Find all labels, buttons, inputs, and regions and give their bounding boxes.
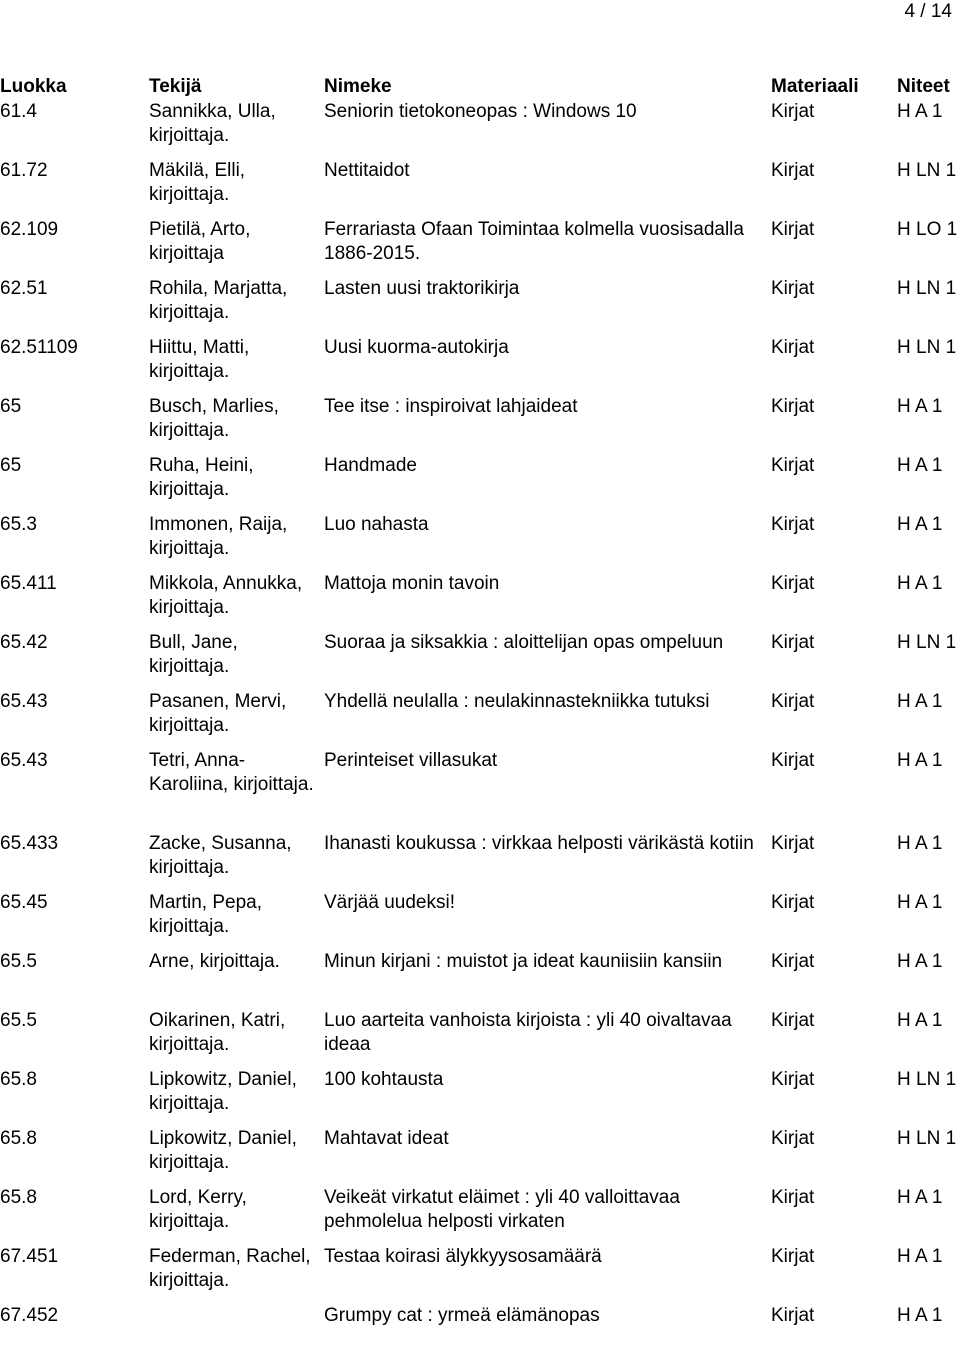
header-notes: Niteet <box>897 76 950 97</box>
material-cell: Kirjat <box>771 1010 815 1031</box>
author-cell: Bull, Jane, kirjoittaja. <box>149 632 238 677</box>
class-cell: 65.5 <box>0 1010 37 1031</box>
class-cell: 65.8 <box>0 1128 37 1149</box>
title-cell: Handmade <box>324 455 417 476</box>
class-cell: 67.451 <box>0 1246 59 1267</box>
material-cell: Kirjat <box>771 691 815 712</box>
notes-cell: H A 1 <box>897 573 943 594</box>
title-cell: Nettitaidot <box>324 160 410 181</box>
notes-cell: H LN 1 <box>897 337 957 358</box>
table-row <box>0 1127 960 1186</box>
table-row <box>0 218 960 277</box>
author-cell: Pasanen, Mervi, kirjoittaja. <box>149 691 287 736</box>
material-cell: Kirjat <box>771 514 815 535</box>
notes-cell: H A 1 <box>897 396 943 417</box>
table-row <box>0 513 960 572</box>
author-cell: Martin, Pepa, kirjoittaja. <box>149 892 262 937</box>
table-row <box>0 690 960 749</box>
author-cell: Mäkilä, Elli, kirjoittaja. <box>149 160 246 205</box>
class-cell: 65.411 <box>0 573 57 594</box>
notes-cell: H A 1 <box>897 1010 943 1031</box>
table-row <box>0 832 960 891</box>
material-cell: Kirjat <box>771 1187 815 1208</box>
material-cell: Kirjat <box>771 160 815 181</box>
header-author: Tekijä <box>149 76 202 97</box>
table-row <box>0 159 960 218</box>
table-row <box>0 950 960 1009</box>
title-cell: Tee itse : inspiroivat lahjaideat <box>324 396 578 417</box>
title-cell: 100 kohtausta <box>324 1069 444 1090</box>
notes-cell: H LN 1 <box>897 632 957 653</box>
author-cell: Mikkola, Annukka, kirjoittaja. <box>149 573 303 618</box>
table-row <box>0 749 960 832</box>
notes-cell: H LO 1 <box>897 219 958 240</box>
author-cell: Lipkowitz, Daniel, kirjoittaja. <box>149 1128 297 1173</box>
table-row <box>0 336 960 395</box>
author-cell: Oikarinen, Katri, kirjoittaja. <box>149 1010 286 1055</box>
title-cell: Luo nahasta <box>324 514 429 535</box>
title-cell: Suoraa ja siksakkia : aloittelijan opas ompeluun <box>324 632 724 653</box>
class-cell: 67.452 <box>0 1305 59 1326</box>
author-cell: Busch, Marlies, kirjoittaja. <box>149 396 279 441</box>
author-cell: Lord, Kerry, kirjoittaja. <box>149 1187 247 1232</box>
class-cell: 62.51 <box>0 278 48 299</box>
title-cell: Yhdellä neulalla : neulakinnastekniikka tutuksi <box>324 691 710 712</box>
notes-cell: H LN 1 <box>897 278 957 299</box>
title-cell: Ihanasti koukussa : virkkaa helposti värikästä kotiin <box>324 833 754 854</box>
notes-cell: H A 1 <box>897 1305 943 1326</box>
material-cell: Kirjat <box>771 750 815 771</box>
notes-cell: H A 1 <box>897 1246 943 1267</box>
title-cell: Seniorin tietokoneopas : Windows 10 <box>324 101 637 122</box>
author-cell: Ruha, Heini, kirjoittaja. <box>149 455 254 500</box>
table-row <box>0 1186 960 1245</box>
material-cell: Kirjat <box>771 833 815 854</box>
material-cell: Kirjat <box>771 101 815 122</box>
class-cell: 65.43 <box>0 750 48 771</box>
title-cell: Mattoja monin tavoin <box>324 573 500 594</box>
author-cell: Arne, kirjoittaja. <box>149 951 280 972</box>
material-cell: Kirjat <box>771 1128 815 1149</box>
class-cell: 65 <box>0 455 22 476</box>
material-cell: Kirjat <box>771 951 815 972</box>
table-row <box>0 454 960 513</box>
class-cell: 65.3 <box>0 514 37 535</box>
class-cell: 65.433 <box>0 833 59 854</box>
page-number: 4 / 14 <box>904 1 952 22</box>
header-title: Nimeke <box>324 76 392 97</box>
notes-cell: H A 1 <box>897 514 943 535</box>
author-cell: Immonen, Raija, kirjoittaja. <box>149 514 288 559</box>
title-cell: Grumpy cat : yrmeä elämänopas <box>324 1305 600 1326</box>
notes-cell: H A 1 <box>897 951 943 972</box>
title-cell: Luo aarteita vanhoista kirjoista : yli 40 oivaltavaa ideaa <box>324 1010 732 1055</box>
notes-cell: H A 1 <box>897 455 943 476</box>
notes-cell: H LN 1 <box>897 1069 957 1090</box>
title-cell: Mahtavat ideat <box>324 1128 449 1149</box>
table-header-row <box>0 75 960 100</box>
material-cell: Kirjat <box>771 219 815 240</box>
class-cell: 62.51109 <box>0 337 78 358</box>
class-cell: 65.8 <box>0 1069 37 1090</box>
title-cell: Testaa koirasi älykkyysosamäärä <box>324 1246 602 1267</box>
table-row <box>0 1245 960 1304</box>
table-row <box>0 891 960 950</box>
notes-cell: H A 1 <box>897 833 943 854</box>
table-row <box>0 395 960 454</box>
author-cell: Federman, Rachel, kirjoittaja. <box>149 1246 311 1291</box>
author-cell: Hiittu, Matti, kirjoittaja. <box>149 337 250 382</box>
table-row <box>0 572 960 631</box>
class-cell: 65.43 <box>0 691 48 712</box>
catalog-table <box>0 75 960 1363</box>
material-cell: Kirjat <box>771 1305 815 1326</box>
author-cell: Lipkowitz, Daniel, kirjoittaja. <box>149 1069 297 1114</box>
notes-cell: H LN 1 <box>897 160 957 181</box>
notes-cell: H LN 1 <box>897 1128 957 1149</box>
title-cell: Perinteiset villasukat <box>324 750 498 771</box>
material-cell: Kirjat <box>771 892 815 913</box>
material-cell: Kirjat <box>771 573 815 594</box>
class-cell: 61.4 <box>0 101 37 122</box>
notes-cell: H A 1 <box>897 1187 943 1208</box>
material-cell: Kirjat <box>771 396 815 417</box>
notes-cell: H A 1 <box>897 101 943 122</box>
title-cell: Minun kirjani : muistot ja ideat kauniisiin kansiin <box>324 951 723 972</box>
table-row <box>0 631 960 690</box>
class-cell: 65.5 <box>0 951 37 972</box>
table-row <box>0 1068 960 1127</box>
material-cell: Kirjat <box>771 632 815 653</box>
title-cell: Ferrariasta Ofaan Toimintaa kolmella vuosisadalla 1886-2015. <box>324 219 744 264</box>
author-cell: Pietilä, Arto, kirjoittaja <box>149 219 251 264</box>
table-row <box>0 1009 960 1068</box>
author-cell: Sannikka, Ulla, kirjoittaja. <box>149 101 276 146</box>
header-class: Luokka <box>0 76 67 97</box>
title-cell: Uusi kuorma-autokirja <box>324 337 509 358</box>
material-cell: Kirjat <box>771 455 815 476</box>
table-row <box>0 100 960 159</box>
material-cell: Kirjat <box>771 1069 815 1090</box>
header-material: Materiaali <box>771 76 859 97</box>
class-cell: 61.72 <box>0 160 48 181</box>
class-cell: 65 <box>0 396 22 417</box>
table-row <box>0 277 960 336</box>
material-cell: Kirjat <box>771 337 815 358</box>
class-cell: 65.45 <box>0 892 48 913</box>
notes-cell: H A 1 <box>897 750 943 771</box>
author-cell: Zacke, Susanna, kirjoittaja. <box>149 833 292 878</box>
title-cell: Veikeät virkatut eläimet : yli 40 valloittavaa pehmolelua helposti virkaten <box>324 1187 680 1232</box>
class-cell: 65.42 <box>0 632 48 653</box>
notes-cell: H A 1 <box>897 691 943 712</box>
title-cell: Värjää uudeksi! <box>324 892 455 913</box>
author-cell: Tetri, Anna-Karoliina, kirjoittaja. <box>149 750 314 795</box>
class-cell: 62.109 <box>0 219 59 240</box>
title-cell: Lasten uusi traktorikirja <box>324 278 520 299</box>
material-cell: Kirjat <box>771 1246 815 1267</box>
author-cell: Rohila, Marjatta, kirjoittaja. <box>149 278 288 323</box>
notes-cell: H A 1 <box>897 892 943 913</box>
class-cell: 65.8 <box>0 1187 37 1208</box>
material-cell: Kirjat <box>771 278 815 299</box>
